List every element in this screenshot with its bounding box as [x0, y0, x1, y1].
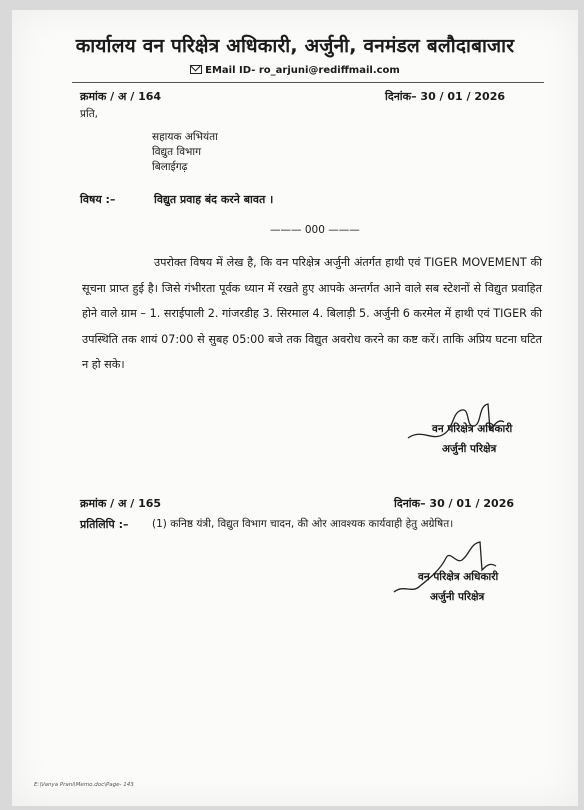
letter-sheet [12, 10, 578, 806]
office-title: कार्यालय वन परिक्षेत्र अधिकारी, अर्जुनी, वनमंडल बलौदाबाजार [75, 35, 515, 57]
email-text: EMail ID- ro_arjuni@rediffmail.com [205, 65, 400, 76]
header-divider [72, 82, 544, 83]
ref-number-1: क्रमांक / अ / 164 [80, 90, 162, 103]
file-path-footer: E:\Vanya Prani\Memo.doc\Page- 143 [34, 782, 134, 788]
copy-text: (1) कनिष्ठ यंत्री, विद्युत विभाग चादन, की ओर आवश्यक कार्यवाही हेतु अग्रेषित। [152, 518, 454, 530]
recipient-line-2: विद्युत विभाग [152, 146, 202, 158]
signature-1-place: अर्जुनी परिक्षेत्र [442, 443, 497, 455]
subject-label: विषय :– [80, 193, 116, 206]
ref-number-2: क्रमांक / अ / 165 [80, 497, 162, 510]
signature-2-place: अर्जुनी परिक्षेत्र [430, 591, 485, 603]
copy-label: प्रतिलिपि :– [80, 518, 129, 531]
prati-label: प्रति, [80, 108, 99, 120]
envelope-icon [190, 65, 202, 74]
signature-1-title: वन परिक्षेत्र अधिकारी [432, 423, 513, 435]
letter-date-1: दिनांक– 30 / 01 / 2026 [385, 90, 506, 103]
recipient-line-3: बिलाईगढ़ [152, 161, 188, 173]
letter-body: उपरोक्त विषय में लेख है, कि वन परिक्षेत्र अर्जुनी अंतर्गत हाथी एवं TIGER MOVEMENT की सूचना प्राप्त हुई है। जिसे गंभीरता पूर्वक ध्यान में रखते हुए आपके अन्तर्गत आने वाले सब स्टेशनों से विद्युत प्रवाहित होने वाले ग्राम – 1. सराईपाली 2. गांजरडीह 3. सिरमाल 4. बिलाड़ी 5. अर्जुनी 6 करमेल में हाथी एवं TIGER की उपस्थिति तक शायं 07:00 से सुबह 05:00 बजे तक विद्युत अवरोध करने का कष्ट करें। ताकि अप्रिय घटना घटित न हो सके। [82, 256, 542, 371]
email-line [12, 64, 578, 76]
subject-text: विद्युत प्रवाह बंद करने बावत । [154, 193, 274, 206]
separator: ——— 000 ——— [270, 224, 360, 236]
recipient-line-1: सहायक अभियंता [152, 131, 218, 143]
letter-date-2: दिनांक– 30 / 01 / 2026 [394, 497, 515, 510]
signature-2-title: वन परिक्षेत्र अधिकारी [418, 571, 499, 583]
